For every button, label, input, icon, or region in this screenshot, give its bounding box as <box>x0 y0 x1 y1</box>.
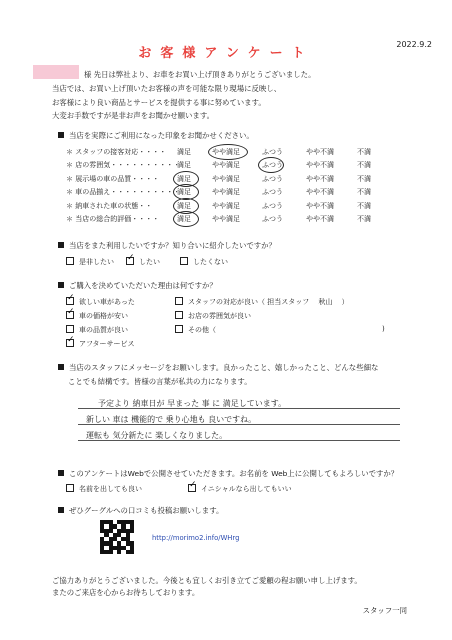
handwritten-line: 新しい 車は 機能的で 乗り心地も 良いですね。 <box>86 415 257 424</box>
intro-text <box>52 68 315 123</box>
review-url-link[interactable]: http://morimo2.info/WHrg <box>152 534 240 542</box>
q3-option[interactable]: 車の品質が良い <box>66 325 128 335</box>
q1-rating-option[interactable]: 満足 <box>177 174 191 183</box>
q1-rating-option[interactable]: 不満 <box>357 188 371 197</box>
intro-line: 様 先日は弊社より、お車をお買い上げ頂きありがとうございました。 <box>84 70 316 79</box>
q1-rating-option[interactable]: やや満足 <box>212 215 240 223</box>
q1-rating-option[interactable]: 満足 <box>177 188 191 197</box>
q3-option[interactable]: スタッフの対応が良い（ 担当スタッフ 秋山 ） <box>175 297 349 307</box>
q1-rating-option[interactable]: 満足 <box>177 161 191 170</box>
q2-option[interactable]: ✓ したい <box>126 257 160 267</box>
q1-row-label: ＊ スタッフの接客対応・・・・ <box>66 148 167 156</box>
q1-rating-option[interactable]: やや満足 <box>212 188 240 197</box>
q1-rating-option[interactable]: やや不満 <box>306 148 334 156</box>
handwritten-line: 予定より 納車日が 早まった 事 に 満足しています。 <box>98 399 287 408</box>
q3-title: ご購入を決めていただいた理由は何ですか？ <box>58 280 217 291</box>
q1-row-label: ＊ 納車された車の状態・・ <box>66 201 153 210</box>
q4-title-2: ことでも結構です。皆様の言葉が私共の力になります。 <box>68 377 252 386</box>
selection-circle <box>258 157 284 173</box>
qr-code-icon[interactable] <box>100 520 134 554</box>
q1-rating-option[interactable]: 不満 <box>357 161 371 170</box>
q3-option[interactable]: ✓欲しい車があった <box>66 297 135 307</box>
q1-rating-option[interactable]: 不満 <box>357 215 371 223</box>
q1-rating-option[interactable]: やや不満 <box>306 174 334 183</box>
footer-line: またのご来店を心からお待ちしております。 <box>52 587 200 597</box>
q6-title: ぜひグーグルへの口コミも投稿お願いします。 <box>58 505 223 516</box>
q1-rating-option[interactable]: やや不満 <box>306 201 334 210</box>
q5-option[interactable]: ✓ イニシャルなら出してもいい <box>188 484 292 494</box>
q1-rating-option[interactable]: ふつう <box>262 148 283 156</box>
q1-rating-option[interactable]: やや満足 <box>212 161 240 170</box>
q1-rating-option[interactable]: 満足 <box>177 215 191 223</box>
page-title: お客様アンケート <box>138 46 314 61</box>
q1-rating-option[interactable]: やや不満 <box>306 161 334 170</box>
q1-row-label: ＊ 店の雰囲気・・・・・・・・・・ <box>66 161 181 170</box>
q1-rating-option[interactable]: ふつう <box>262 215 283 223</box>
handwritten-line: 運転も 気分新たに 楽しくなりました。 <box>86 431 228 440</box>
date: 2022.9.2 <box>396 40 432 49</box>
intro-line: 当店では、お買い上げ頂いたお客様の声を可能な限り現場に反映し、 <box>52 83 282 93</box>
q1-rating-option[interactable]: ふつう <box>262 201 283 210</box>
signature: スタッフ一同 <box>362 606 407 615</box>
q1-row-label: ＊ 展示場の車の品質・・・・ <box>66 174 160 183</box>
q1-rating-option[interactable]: 不満 <box>357 148 371 156</box>
q2-title: 当店をまた利用したいですか？知り合いに紹介したいですか？ <box>58 240 276 251</box>
intro-line: お客様により良い商品とサービスを提供する事に努めています。 <box>52 97 266 107</box>
q3-option[interactable]: ✓車の価格が安い <box>66 311 128 321</box>
q1-rating-option[interactable]: 不満 <box>357 174 371 183</box>
q3-option[interactable]: お店の雰囲気が良い <box>175 311 251 321</box>
q1-rating-option[interactable]: やや不満 <box>306 215 334 223</box>
q2-option[interactable]: 是非したい <box>66 257 114 267</box>
q1-rating-option[interactable]: ふつう <box>262 188 283 197</box>
q1-row-label: ＊ 当店の総合的評価・・・・ <box>66 215 160 223</box>
q1-rating-option[interactable]: やや満足 <box>212 201 240 210</box>
q3-other-close: ) <box>382 325 385 333</box>
q5-title: このアンケートはWebで公開させていただきます。お名前を Web上に公開してもよろしいですか？ <box>58 468 398 479</box>
q1-rating-option[interactable]: やや満足 <box>212 148 240 156</box>
q1-title: 当店を実際にご利用になった印象をお聞かせください。 <box>58 130 254 141</box>
q3-option[interactable]: その他（ <box>175 325 216 335</box>
q1-rating-option[interactable]: 満足 <box>177 201 191 210</box>
q1-rating-option[interactable]: 不満 <box>357 201 371 210</box>
q2-option[interactable]: したくない <box>180 257 228 267</box>
q3-option[interactable]: ✓アフターサービス <box>66 339 135 349</box>
footer-message <box>52 575 362 598</box>
q1-row-label: ＊ 車の品揃え・・・・・・・・・・ <box>66 188 181 197</box>
selection-circle <box>173 211 199 227</box>
intro-line: 大変お手数ですが是非お声をお聞かせ願います。 <box>52 111 215 121</box>
q1-rating-option[interactable]: やや不満 <box>306 188 334 197</box>
q1-rating-option[interactable]: やや満足 <box>212 174 240 183</box>
q1-rating-option[interactable]: ふつう <box>262 161 283 170</box>
q5-option[interactable]: 名前を出しても良い <box>66 484 142 494</box>
q4-title: 当店のスタッフにメッセージをお願いします。良かったこと、嬉しかったこと、どんな些細な <box>58 362 378 373</box>
message-box[interactable] <box>78 396 400 448</box>
footer-line: ご協力ありがとうございました。今後とも宜しくお引き立てご愛顧の程お願い申し上げます。 <box>52 576 362 585</box>
q1-rating-option[interactable]: ふつう <box>262 174 283 183</box>
selection-circle <box>208 144 248 160</box>
q1-rating-option[interactable]: 満足 <box>177 148 191 156</box>
